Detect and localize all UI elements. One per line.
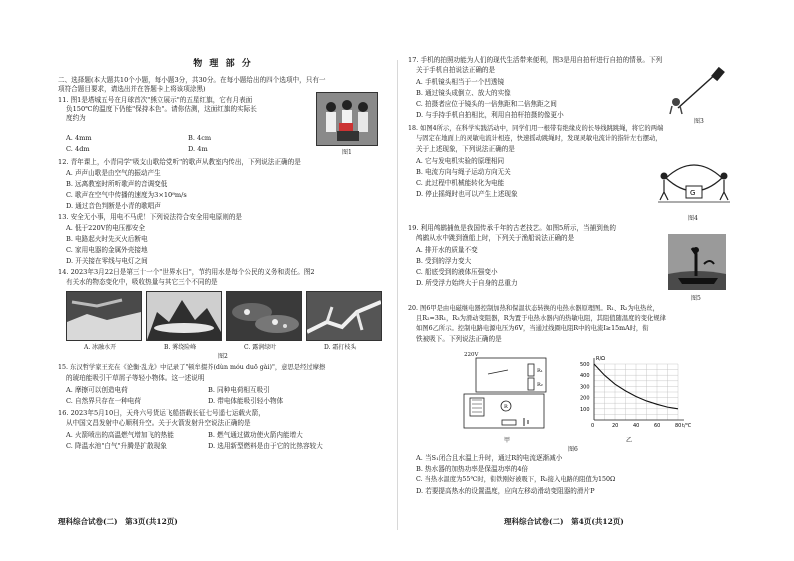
question-text: 与固定在地面上的灵敏电流计相连，快速摇动跳绳时，发现灵敏电流计的指针左右摆动，	[416, 135, 662, 142]
option-d: D. 带电体能吸引轻小物体	[208, 397, 284, 405]
option-b: B. 通过镜头成倒立、放大的实像	[416, 89, 511, 97]
question-text: 关于上述现象，下列说法正确的是	[416, 145, 515, 153]
voltage-label: 220V	[464, 352, 479, 358]
option-b: B. 远离教室时所听歌声的音调变低	[66, 180, 168, 188]
question-text: 18. 如图4所示，在科学实践活动中，同学们用一根带有绝缘皮的长导线跳跳绳，将它的两端	[408, 125, 664, 132]
option-d: D. 与手持手机自拍相比，利用自拍杆拍摄的像更小	[416, 111, 564, 119]
figure-4-label: 图4	[688, 215, 698, 222]
section-instruction-line: 项符合题目要求，请选出并在答题卡上将该项涂黑)	[58, 85, 206, 93]
question-text: 关于手机自拍说法正确的是	[416, 66, 496, 74]
option-c: C. 自然界只存在一种电荷	[66, 397, 141, 405]
page-footer: 理科综合试卷(二) 第4页(共12页)	[504, 517, 624, 526]
option-c: C. 拍摄者应位于镜头的一倍焦距和二倍焦距之间	[416, 100, 557, 108]
option-d: D. 若要提高热水的设置温度，应向左移动滑动变阻器的滑片P	[416, 487, 595, 495]
caption-a: A. 冰融水开	[84, 344, 117, 351]
svg-text:R₁: R₁	[537, 368, 543, 374]
option-b: B. 受到的浮力变大	[416, 257, 472, 265]
circuit-diagram	[458, 354, 558, 432]
question-text: 16. 2023年5月10日，天舟六号货运飞船搭载长征七号遥七运载火箭，	[58, 409, 265, 417]
option-c: C. 降温水池"白气"升腾是扩散现象	[66, 442, 167, 450]
question-text: 度约为	[66, 114, 86, 122]
section-title: 物 理 部 分	[193, 59, 253, 69]
option-c: C. 当热水温度为55℃时，衔铁刚好被吸下，R₂接入电路的阻值为150Ω	[416, 476, 616, 483]
x-tick-label: 60	[654, 423, 661, 429]
option-a: A. 声声山歌是由空气的振动产生	[66, 169, 161, 177]
photo-frost-branches	[306, 291, 382, 341]
option-a: A. 手机镜头相当于一个凹透镜	[416, 78, 505, 86]
option-c: C. 4dm	[66, 145, 90, 153]
subfig-a-label: 甲	[504, 437, 511, 444]
option-a: A. 低于220V的电压都安全	[66, 224, 146, 232]
option-a: A. 火箭喷出的高温燃气增加飞的热能	[66, 431, 174, 439]
option-a: A. 它与发电机实验的原理相同	[416, 157, 505, 165]
option-d: D. 选用新型燃料是由于它的比热容较大	[208, 442, 323, 450]
page-footer: 理科综合试卷(二) 第3页(共12页)	[58, 517, 178, 526]
option-b: B. 燃气通过做功使火箭内能增大	[208, 431, 303, 439]
figure-5-label: 图5	[691, 295, 701, 302]
caption-c: C. 露润绿叶	[244, 344, 277, 351]
question-text: 12. 青年课上，小青同学"吸支山歌给党听"的歌声从教室内传出，下列说法正确的是	[58, 158, 301, 166]
x-axis-label: t/℃	[682, 423, 692, 429]
option-d: D. 所受浮力始终大于自身的总重力	[416, 279, 518, 287]
svg-text:R: R	[504, 404, 508, 410]
y-tick-label: 300	[580, 384, 590, 391]
option-d: D. 4m	[188, 145, 208, 153]
question-text: 的琥珀能吸引干草屑子等轻小物体。这一述说明	[66, 374, 205, 382]
question-text: 19. 利用鸬鹚捕鱼是我国传承千年的古老技艺。如图5所示，当捕到鱼的	[408, 224, 616, 232]
photo-ice-melting	[66, 291, 142, 341]
question-text: 15. 东汉哲学家王充在《论衡·乱龙》中记录了"顿牟掇芥(dùn móu duō gài)"，意思是经过摩擦	[58, 364, 326, 371]
option-c: C. 船底受到的液体压强变小	[416, 268, 498, 276]
option-d: D. 通过音色判断是小青的歌唱声	[66, 202, 161, 210]
option-c: C. 家用电器的金属外壳接地	[66, 246, 148, 254]
scientists-illustration	[317, 93, 377, 145]
option-c: C. 歌声在空气中传播的速度为3×10⁸m/s	[66, 191, 187, 199]
option-b: B. 电路起火时先灭火后断电	[66, 235, 148, 243]
page-divider	[397, 60, 398, 530]
option-d: D. 开关接在零线与电灯之间	[66, 257, 148, 265]
svg-text:G: G	[690, 189, 696, 197]
question-text: 20. 图6甲是由电磁继电器控制加热和保温状态转换的电热水器原理图。R₁、R₂为电热丝，	[408, 305, 659, 312]
figure-3-label: 图3	[694, 118, 704, 125]
section-instruction-line: 二、选择题(本大题共10个小题，每小题3分，共30分。在每小题给出的四个选项中，只有一	[58, 76, 326, 84]
x-tick-label: 0	[591, 423, 595, 429]
option-a: A. 当S₁闭合且水温上升时，通过R的电流逐渐减小	[416, 454, 563, 462]
selfie-stick-illustration	[666, 68, 728, 114]
question-text: 11. 图1是塔城五号在月球首次"熊立展示"的五星红旗，它有月表面	[58, 96, 253, 104]
x-tick-label: 80	[675, 423, 682, 429]
option-a: A. 摩擦可以创造电荷	[66, 386, 128, 394]
option-b: B. 同种电荷相互吸引	[208, 386, 270, 394]
x-tick-label: 20	[612, 423, 619, 429]
figure-1-photo	[316, 92, 378, 146]
figure-1-label: 图1	[342, 149, 352, 156]
svg-text:R₂: R₂	[537, 382, 543, 388]
figure-6-label: 图6	[568, 446, 578, 453]
caption-d: D. 霜打枝头	[324, 344, 357, 351]
question-text: 负150℃的温度下仍能"保持本色"。请你估测，这面红旗的实际长	[66, 105, 257, 113]
cormorant-fishing-photo	[668, 234, 726, 290]
x-tick-label: 40	[633, 423, 640, 429]
question-text: 铁被吸下。下列说法正确的是	[416, 335, 502, 343]
right-page	[408, 8, 738, 553]
question-text: 从中国文昌发射中心顺利升空。关于火箭发射升空说法正确的是	[66, 419, 251, 427]
y-tick-label: 500	[580, 362, 590, 368]
subfig-b-label: 乙	[626, 437, 633, 444]
resistance-temperature-chart	[572, 354, 692, 434]
y-tick-label: 200	[580, 395, 590, 402]
option-b: B. 4cm	[188, 134, 212, 142]
question-text: 有关水的物态变化中，吸收热量与其它三个不同的是	[66, 278, 218, 286]
option-c: C. 此过程中机械能转化为电能	[416, 179, 505, 187]
question-text: 且R₂=3R₁，R₃为滑动变阻器，R为置于电热水器内的热敏电阻，其阻值随温度的变化规律	[416, 315, 666, 322]
y-axis-label: R/Ω	[596, 356, 605, 362]
option-a: A. 排开水的质量不变	[416, 246, 478, 254]
question-text: 13. 安全无小事，用电不马虎！下列说法符合安全用电原则的是	[58, 213, 243, 221]
question-text: 17. 手机的拍照功能为人们的现代生活带来便利，图3是用自拍杆进行自拍的情景。下列	[408, 56, 663, 64]
caption-b: B. 雾绕险峰	[164, 344, 197, 351]
y-tick-label: 400	[580, 373, 590, 380]
left-page	[58, 8, 388, 553]
question-text: 14. 2023年3月22日是第三十一个"世界水日"，节约用水是每个公民的义务和责任。图2	[58, 268, 315, 276]
option-d: D. 停止摇绳时也可以产生上述现象	[416, 190, 518, 198]
figure-2-label: 图2	[218, 353, 228, 360]
photo-fog-peaks	[146, 291, 222, 341]
photo-dew-leaves	[226, 291, 302, 341]
question-text: 鸬鹚从水中跳到渔船上时，下列关于渔船说法正确的是	[416, 234, 575, 242]
option-b: B. 电流方向与绳子运动方向无关	[416, 168, 511, 176]
jump-rope-galvanometer-illustration	[658, 156, 730, 212]
y-tick-label: 100	[580, 406, 590, 413]
option-b: B. 热水器的加热功率是保温功率的4倍	[416, 465, 529, 473]
option-a: A. 4mm	[66, 134, 92, 142]
question-text: 如图6乙所示。控制电路电源电压为6V，当通过线圈电阻R中的电流I≥15mA时，衔	[416, 325, 649, 332]
